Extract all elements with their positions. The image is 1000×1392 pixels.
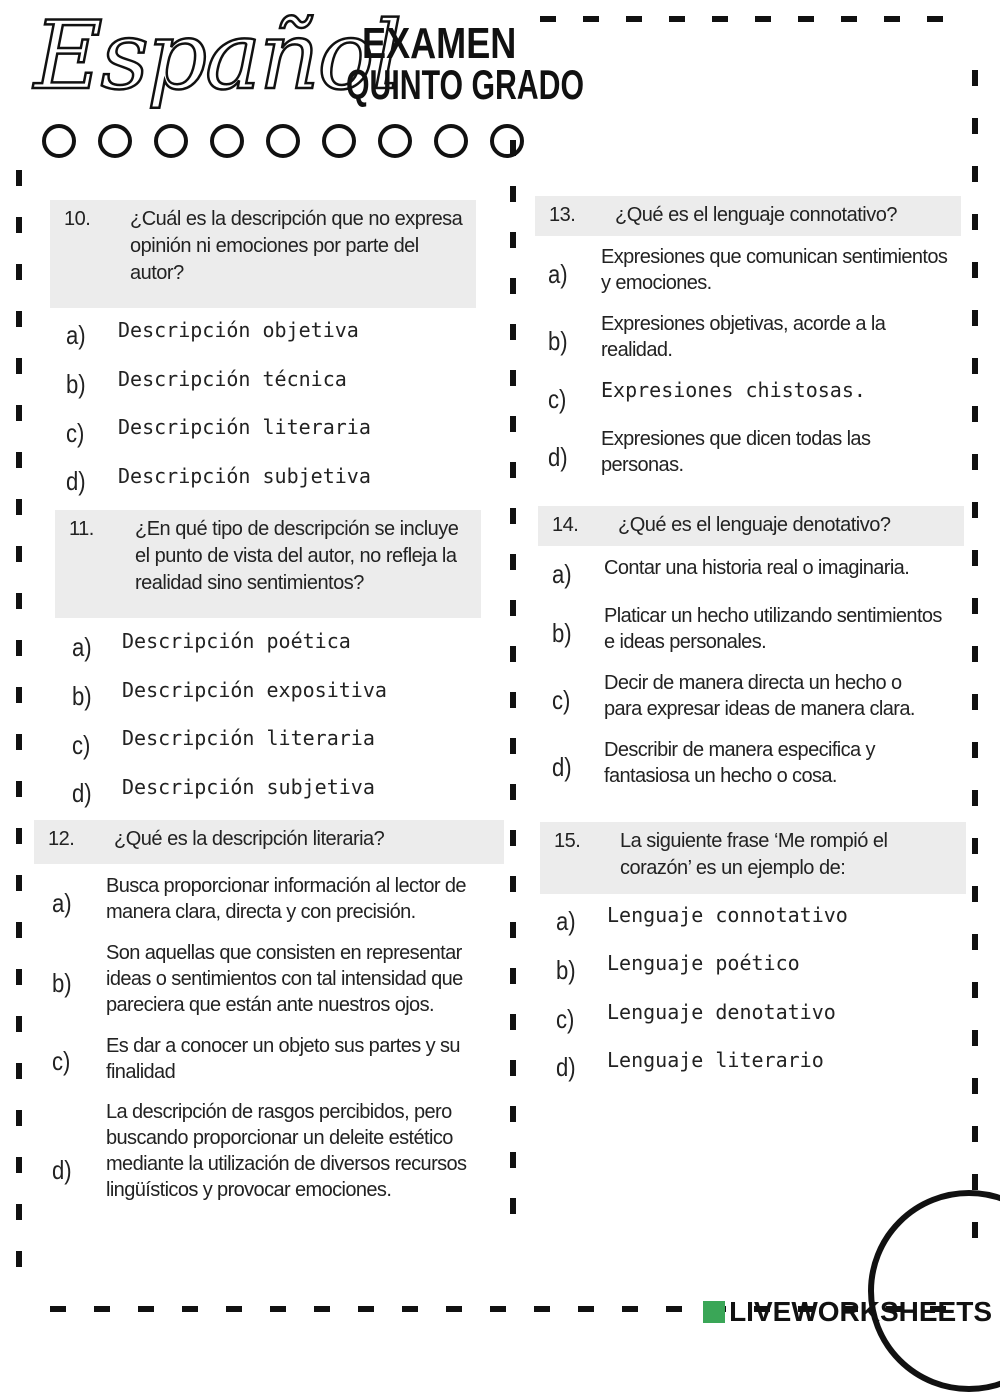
- border-dash: [972, 934, 978, 950]
- border-dash: [510, 1060, 516, 1076]
- border-dash: [510, 370, 516, 386]
- border-dash: [540, 16, 556, 22]
- q10-option-d[interactable]: Descripción subjetiva: [118, 464, 371, 488]
- circle-icon: [154, 124, 188, 158]
- circle-icon: [490, 124, 524, 158]
- border-dash: [972, 646, 978, 662]
- question-number: 12.: [48, 828, 75, 850]
- border-dash: [972, 598, 978, 614]
- logo-icon: [703, 1301, 725, 1323]
- border-dash: [972, 790, 978, 806]
- option-letter: d): [66, 466, 86, 496]
- border-dash: [972, 262, 978, 278]
- border-dash: [16, 452, 22, 468]
- border-dash: [138, 1306, 154, 1312]
- border-dash: [755, 16, 771, 22]
- border-dash: [972, 742, 978, 758]
- border-dash: [972, 502, 978, 518]
- border-dash: [16, 687, 22, 703]
- q13-option-d[interactable]: Expresiones que dicen todas las personas.: [601, 428, 871, 476]
- option-letter: d): [552, 752, 572, 782]
- border-dash: [510, 692, 516, 708]
- border-dash: [16, 217, 22, 233]
- border-dash: [446, 1306, 462, 1312]
- option-letter: b): [66, 369, 86, 399]
- border-dash: [510, 416, 516, 432]
- q11-option-c[interactable]: Descripción literaria: [122, 726, 375, 750]
- border-dash: [972, 214, 978, 230]
- border-dash: [510, 1152, 516, 1168]
- border-dash: [972, 1078, 978, 1094]
- title-espanol: Español: [34, 2, 401, 111]
- border-dash: [510, 600, 516, 616]
- decorative-ring: [868, 1190, 1000, 1392]
- border-dash: [510, 278, 516, 294]
- border-dash: [798, 16, 814, 22]
- border-dash: [16, 593, 22, 609]
- border-dash: [402, 1306, 418, 1312]
- border-dash: [583, 16, 599, 22]
- option-letter: d): [548, 442, 568, 472]
- q12-option-d[interactable]: La descripción de rasgos percibidos, pero buscando proporcionar un deleite estético mediante la utilización de diversos recursos lingüísticos y provocar emociones.: [106, 1101, 467, 1201]
- border-dash: [972, 1126, 978, 1142]
- border-dash: [972, 886, 978, 902]
- circle-icon: [266, 124, 300, 158]
- border-dash: [712, 16, 728, 22]
- border-dash: [972, 982, 978, 998]
- question-13-header: [535, 196, 961, 236]
- liveworksheets-logo[interactable]: [703, 1296, 992, 1328]
- circle-icon: [434, 124, 468, 158]
- border-dash: [16, 499, 22, 515]
- border-dash: [16, 640, 22, 656]
- grade-label: QUINTO GRADO: [346, 61, 585, 108]
- border-dash: [510, 646, 516, 662]
- border-dash: [16, 969, 22, 985]
- border-dash: [972, 694, 978, 710]
- border-dash: [16, 828, 22, 844]
- border-dash: [972, 406, 978, 422]
- question-12-header: [34, 820, 504, 864]
- option-letter: a): [556, 906, 576, 936]
- q11-option-a[interactable]: Descripción poética: [122, 629, 351, 653]
- border-dash: [16, 875, 22, 891]
- border-dash: [884, 16, 900, 22]
- q13-option-c[interactable]: Expresiones chistosas.: [601, 378, 866, 402]
- border-dash: [510, 232, 516, 248]
- border-dash: [16, 781, 22, 797]
- border-dash: [972, 358, 978, 374]
- question-text: ¿Qué es la descripción literaria?: [114, 828, 385, 850]
- border-dash: [510, 1106, 516, 1122]
- border-dash: [622, 1306, 638, 1312]
- border-dash: [510, 462, 516, 478]
- border-dash: [510, 830, 516, 846]
- circle-icon: [322, 124, 356, 158]
- option-letter: b): [556, 955, 576, 985]
- option-letter: c): [66, 418, 85, 448]
- border-dash: [16, 1110, 22, 1126]
- border-dash: [972, 550, 978, 566]
- border-dash: [972, 118, 978, 134]
- question-text: ¿En qué tipo de descripción se incluye el punto de vista del autor, no refleja la realidad sino sentimientos?: [135, 518, 459, 594]
- question-14-header: [538, 506, 964, 546]
- exam-label: EXAMEN: [362, 19, 517, 68]
- question-number: 10.: [64, 208, 91, 230]
- q11-option-d[interactable]: Descripción subjetiva: [122, 775, 375, 799]
- option-letter: a): [66, 320, 86, 350]
- q12-option-a[interactable]: Busca proporcionar información al lector de manera clara, directa y con precisión.: [106, 875, 466, 923]
- question-text: ¿Cuál es la descripción que no expresa opinión ni emociones por parte del autor?: [130, 208, 463, 284]
- option-letter: c): [552, 685, 571, 715]
- border-dash: [927, 16, 943, 22]
- q10-option-b[interactable]: Descripción técnica: [118, 367, 347, 391]
- border-dash: [490, 1306, 506, 1312]
- border-dash: [510, 738, 516, 754]
- q15-option-b[interactable]: Lenguaje poético: [607, 951, 800, 975]
- border-dash: [510, 784, 516, 800]
- border-dash: [270, 1306, 286, 1312]
- border-dash: [226, 1306, 242, 1312]
- logo-text: LIVEWORKSHEETS: [729, 1296, 992, 1327]
- question-number: 13.: [549, 204, 576, 226]
- border-dash: [972, 838, 978, 854]
- border-dash: [50, 1306, 66, 1312]
- question-number: 11.: [69, 518, 94, 540]
- border-dash: [510, 1198, 516, 1214]
- option-letter: b): [548, 326, 568, 356]
- option-letter: d): [556, 1052, 576, 1082]
- border-dash: [510, 554, 516, 570]
- border-dash: [16, 170, 22, 186]
- option-letter: a): [552, 559, 572, 589]
- q14-option-c[interactable]: Decir de manera directa un hecho o para expresar ideas de manera clara.: [604, 672, 915, 720]
- border-dash: [972, 1030, 978, 1046]
- border-dash: [669, 16, 685, 22]
- question-text: ¿Qué es el lenguaje denotativo?: [618, 514, 891, 536]
- border-dash: [510, 324, 516, 340]
- border-dash: [841, 16, 857, 22]
- border-dash: [972, 166, 978, 182]
- border-dash: [626, 16, 642, 22]
- border-dash: [16, 264, 22, 280]
- border-dash: [16, 1016, 22, 1032]
- q14-option-d[interactable]: Describir de manera especifica y fantasiosa un hecho o cosa.: [604, 739, 875, 787]
- option-letter: b): [72, 681, 92, 711]
- q13-option-b[interactable]: Expresiones objetivas, acorde a la realidad.: [601, 313, 886, 361]
- option-letter: c): [556, 1004, 575, 1034]
- border-dash: [578, 1306, 594, 1312]
- border-dash: [510, 1014, 516, 1030]
- border-dash: [94, 1306, 110, 1312]
- q15-option-a[interactable]: Lenguaje connotativo: [607, 903, 848, 927]
- border-dash: [16, 405, 22, 421]
- border-dash: [510, 922, 516, 938]
- q14-option-a[interactable]: Contar una historia real o imaginaria.: [604, 557, 910, 579]
- option-letter: c): [52, 1046, 71, 1076]
- border-dash: [16, 358, 22, 374]
- q11-option-b[interactable]: Descripción expositiva: [122, 678, 387, 702]
- question-number: 14.: [552, 514, 579, 536]
- question-10-header: [50, 200, 476, 308]
- border-dash: [16, 734, 22, 750]
- circle-icon: [378, 124, 412, 158]
- border-dash: [972, 310, 978, 326]
- border-dash: [534, 1306, 550, 1312]
- question-text: ¿Qué es el lenguaje connotativo?: [615, 204, 897, 226]
- option-letter: a): [548, 259, 568, 289]
- q15-option-c[interactable]: Lenguaje denotativo: [607, 1000, 836, 1024]
- question-number: 15.: [554, 830, 581, 852]
- border-dash: [510, 140, 516, 156]
- q10-option-a[interactable]: Descripción objetiva: [118, 318, 359, 342]
- border-dash: [510, 876, 516, 892]
- border-dash: [510, 968, 516, 984]
- option-letter: a): [72, 632, 92, 662]
- border-dash: [972, 70, 978, 86]
- border-dash: [16, 1063, 22, 1079]
- q14-option-b[interactable]: Platicar un hecho utilizando sentimientos e ideas personales.: [604, 605, 942, 653]
- circle-icon: [98, 124, 132, 158]
- circle-icon: [42, 124, 76, 158]
- border-dash: [972, 1174, 978, 1190]
- border-dash: [510, 186, 516, 202]
- q13-option-a[interactable]: Expresiones que comunican sentimientos y emociones.: [601, 246, 948, 294]
- border-dash: [16, 311, 22, 327]
- border-dash: [16, 1204, 22, 1220]
- border-dash: [510, 508, 516, 524]
- border-dash: [972, 454, 978, 470]
- circle-icon: [210, 124, 244, 158]
- option-letter: d): [72, 778, 92, 808]
- question-text: La siguiente frase ‘Me rompió el corazón’ es un ejemplo de:: [620, 830, 888, 879]
- border-dash: [16, 922, 22, 938]
- option-letter: a): [52, 888, 72, 918]
- border-dash: [358, 1306, 374, 1312]
- border-dash: [16, 1157, 22, 1173]
- option-letter: c): [548, 384, 567, 414]
- border-dash: [314, 1306, 330, 1312]
- decorative-circles: [42, 124, 524, 158]
- border-dash: [16, 1251, 22, 1267]
- option-letter: c): [72, 730, 91, 760]
- question-11-header: [55, 510, 481, 618]
- q12-option-c[interactable]: Es dar a conocer un objeto sus partes y su finalidad: [106, 1035, 460, 1083]
- border-dash: [666, 1306, 682, 1312]
- border-dash: [16, 546, 22, 562]
- option-letter: b): [552, 618, 572, 648]
- question-15-header: [540, 822, 966, 894]
- option-letter: d): [52, 1155, 72, 1185]
- border-dash: [182, 1306, 198, 1312]
- q10-option-c[interactable]: Descripción literaria: [118, 415, 371, 439]
- option-letter: b): [52, 968, 72, 998]
- q12-option-b[interactable]: Son aquellas que consisten en representar ideas o sentimientos con tal intensidad que pareciera que están ante nuestros ojos.: [106, 942, 463, 1016]
- q15-option-d[interactable]: Lenguaje literario: [607, 1048, 824, 1072]
